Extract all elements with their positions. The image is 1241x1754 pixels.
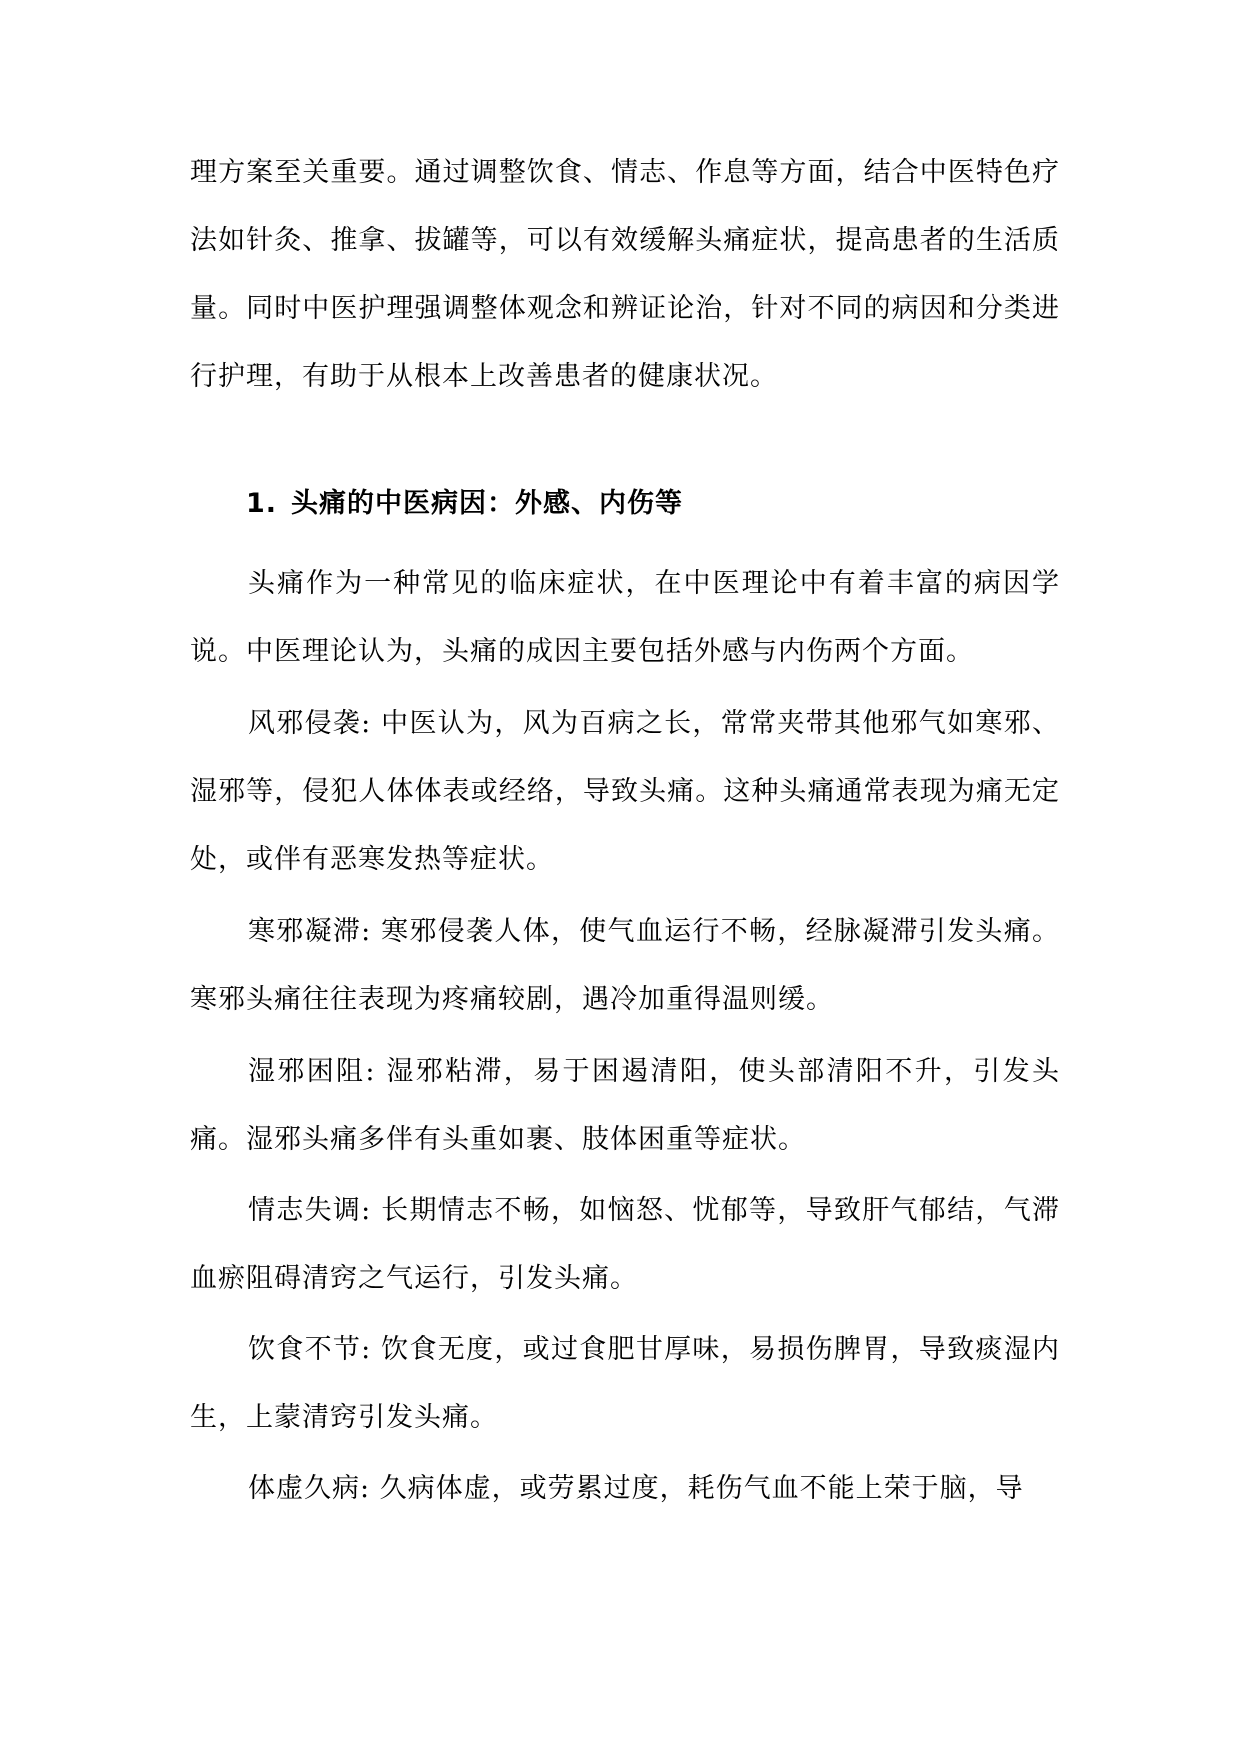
paragraph-overview: 头痛作为一种常见的临床症状，在中医理论中有着丰富的病因学说。中医理论认为，头痛的成因主要包括外感与内伤两个方面。 [190, 568, 1060, 667]
paragraph-deficiency: 体虚久病: 久病体虚，或劳累过度，耗伤气血不能上荣于脑，导 [248, 1473, 1024, 1504]
intro-paragraph: 理方案至关重要。通过调整饮食、情志、作息等方面，结合中医特色疗法如针灸、推拿、拔罐等，可以有效缓解头痛症状，提高患者的生活质量。同时中医护理强调整体观念和辨证论治，针对不同的病因和分类进行护理，有助于从根本上改善患者的健康状况。 [190, 157, 1060, 392]
paragraph-diet: 饮食不节: 饮食无度，或过食肥甘厚味，易损伤脾胃，导致痰湿内生，上蒙清窍引发头痛。 [190, 1334, 1060, 1433]
section-title: 头痛的中医病因：外感、内伤等 [291, 488, 684, 519]
paragraph-damp-evil: 湿邪困阻: 湿邪粘滞，易于困遏清阳，使头部清阳不升，引发头痛。湿邪头痛多伴有头重如裹、肢体困重等症状。 [190, 1056, 1060, 1155]
paragraph-emotional: 情志失调: 长期情志不畅，如恼怒、忧郁等，导致肝气郁结，气滞血瘀阻碍清窍之气运行，引发头痛。 [190, 1195, 1060, 1294]
section-number: 1. [246, 488, 278, 519]
section-heading [246, 484, 683, 524]
paragraph-cold-evil: 寒邪凝滞: 寒邪侵袭人体，使气血运行不畅，经脉凝滞引发头痛。寒邪头痛往往表现为疼痛较剧，遇冷加重得温则缓。 [190, 916, 1060, 1015]
paragraph-wind-evil: 风邪侵袭: 中医认为，风为百病之长，常常夹带其他邪气如寒邪、湿邪等，侵犯人体体表或经络，导致头痛。这种头痛通常表现为痛无定处，或伴有恶寒发热等症状。 [190, 708, 1060, 875]
